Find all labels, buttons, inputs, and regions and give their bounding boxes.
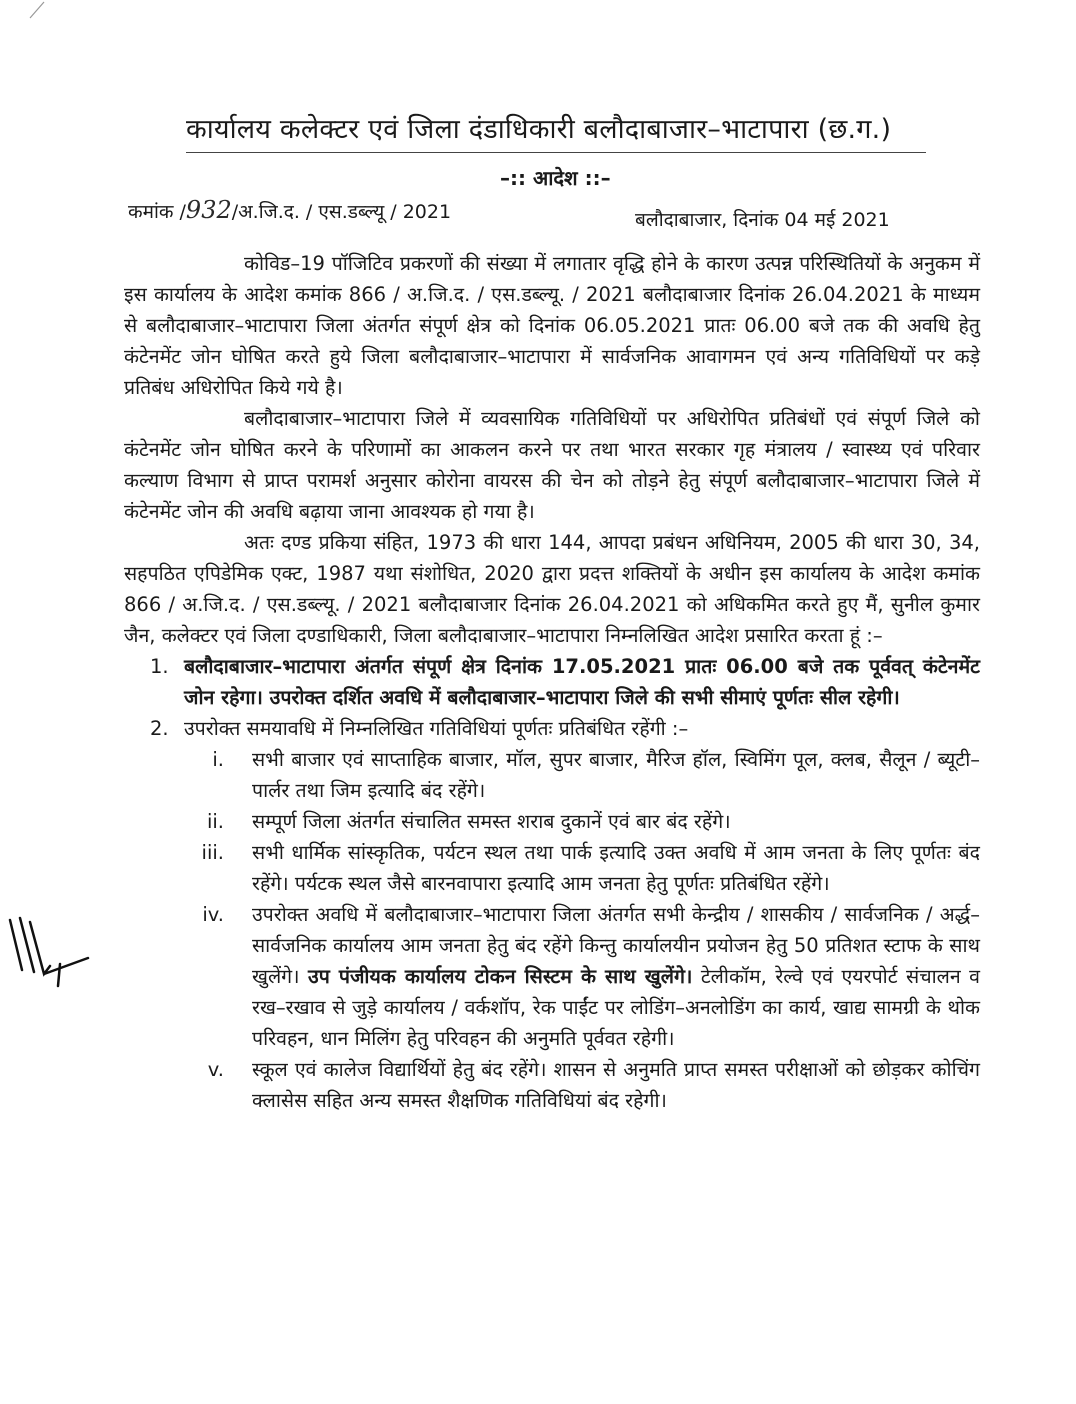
- order-label: –:: आदेश ::–: [500, 166, 611, 190]
- paragraph: अतः दण्ड प्रकिया संहित, 1973 की धारा 144, आपदा प्रबंधन अधिनियम, 2005 की धारा 30, 34, सहपठित एपिडेमिक एक्ट, 1987 यथा संशोधित, 2020 द्वारा प्रदत्त शक्तियों के अधीन इस कार्यालय के आदेश कमांक 866 / अ.जि.द. / एस.डब्ल्यू. / 2021 बलौदाबाजार दिनांक 26.04.2021 को अधिकमित करते हुए मैं, सुनील कुमार जैन, कलेक्टर एवं जिला दण्डाधिकारी, जिला बलौदाबाजार–भाटापारा निम्नलिखित आदेश प्रसारित करता हूं :–: [124, 531, 980, 647]
- restriction-number: iii.: [201, 841, 224, 864]
- office-title: कार्यालय कलेक्टर एवं जिला दंडाधिकारी बलौदाबाजार–भाटापारा (छ.ग.): [186, 110, 926, 153]
- restriction-item: [124, 744, 980, 806]
- restriction-number: ii.: [206, 810, 224, 833]
- ref-suffix: /अ.जि.द. / एस.डब्ल्यू / 2021: [231, 201, 452, 223]
- margin-initials-signature: [0, 900, 100, 1000]
- paragraph: कोविड–19 पॉजिटिव प्रकरणों की संख्या में लगातार वृद्धि होने के कारण उत्पन्न परिस्थितियों के अनुकम में इस कार्यालय के आदेश कमांक 866 / अ.जि.द. / एस.डब्ल्यू. / 2021 बलौदाबाजार दिनांक 26.04.2021 के माध्यम से बलौदाबाजार–भाटापारा जिला अंतर्गत संपूर्ण क्षेत्र को दिनांक 06.05.2021 प्रातः 06.00 बजे तक की अवधि हेतु कंटेनमेंट जोन घोषित करते हुये जिला बलौदाबाजार–भाटापारा में सार्वजनिक आवागमन एवं अन्य गतिविधियों पर कड़े प्रतिबंध अधिरोपित किये गये है।: [124, 252, 980, 399]
- order-item: [124, 713, 980, 744]
- order-list: [124, 651, 980, 744]
- restriction-text-continued: टेलीकॉम, रेल्वे एवं एयरपोर्ट संचालन व रख–रखाव से जुड़े कार्यालय / वर्कशॉप, रेक पाईंट पर लोडिंग–अनलोडिंग का कार्य, खाद्य सामग्री के थोक परिवहन, धान मिलिंग हेतु परिवहन की अनुमति पूर्ववत रहेगी।: [252, 965, 981, 1050]
- restriction-text: उपरोक्त अवधि में बलौदाबाजार–भाटापारा जिला अंतर्गत सभी केन्द्रीय / शासकीय / सार्वजनिक / अर्द्ध–सार्वजनिक कार्यालय आम जनता हेतु बंद रहेंगे किन्तु कार्यालयीन प्रयोजन हेतु 50 प्रतिशत स्टाफ के साथ खुलेंगे।: [252, 903, 980, 988]
- ref-prefix: कमांक /: [128, 201, 186, 223]
- restriction-item: [124, 837, 980, 899]
- reference-number: [128, 196, 451, 224]
- date-line: बलौदाबाजार, दिनांक 04 मई 2021: [635, 209, 890, 231]
- order-item-text: बलौदाबाजार–भाटापारा अंतर्गत संपूर्ण क्षेत्र दिनांक 17.05.2021 प्रातः 06.00 बजे तक पूर्ववत् कंटेनमेंट जोन रहेगा। उपरोक्त दर्शित अवधि में बलौदाबाजार–भाटापारा जिले की सभी सीमाएं पूर्णतः सील रहेगी।: [184, 655, 980, 709]
- restriction-text: स्कूल एवं कालेज विद्यार्थियों हेतु बंद रहेंगे। शासन से अनुमति प्राप्त समस्त परीक्षाओं को छोड़कर कोचिंग क्लासेस सहित अन्य समस्त शैक्षणिक गतिविधियां बंद रहेगी।: [252, 1058, 980, 1112]
- paragraph: बलौदाबाजार–भाटापारा जिले में व्यवसायिक गतिविधियों पर अधिरोपित प्रतिबंधों एवं संपूर्ण जिले को कंटेनमेंट जोन घोषित करने के परिणामों का आकलन करने पर तथा भारत सरकार गृह मंत्रालय / स्वास्थ्य एवं परिवार कल्याण विभाग से प्राप्त परामर्श अनुसार कोरोना वायरस की चेन को तोड़ने हेतु संपूर्ण बलौदाबाजार–भाटापारा जिले में कंटेनमेंट जोन की अवधि बढ़ाया जाना आवश्यक हो गया है।: [124, 407, 980, 523]
- ref-handwritten-number: 932: [185, 196, 232, 224]
- restriction-item: [124, 806, 980, 837]
- order-item-text: उपरोक्त समयावधि में निम्नलिखित गतिविधियां पूर्णतः प्रतिबंधित रहेंगी :–: [184, 717, 689, 740]
- restriction-list: [124, 744, 980, 1116]
- order-body: [124, 248, 980, 1116]
- restriction-item: [124, 899, 980, 1054]
- restriction-number: i.: [212, 748, 224, 771]
- restriction-text: सभी धार्मिक सांस्कृतिक, पर्यटन स्थल तथा पार्क इत्यादि उक्त अवधि में आम जनता के लिए पूर्णतः बंद रहेंगे। पर्यटक स्थल जैसे बारनवापारा इत्यादि आम जनता हेतु पूर्णतः प्रतिबंधित रहेंगे।: [252, 841, 980, 895]
- restriction-text: सम्पूर्ण जिला अंतर्गत संचालित समस्त शराब दुकानें एवं बार बंद रहेंगे।: [252, 810, 731, 833]
- restriction-number: iv.: [202, 903, 224, 926]
- order-item-number: 2.: [150, 717, 169, 740]
- order-item: [124, 651, 980, 713]
- restriction-bold-text: उप पंजीयक कार्यालय टोकन सिस्टम के साथ खुलेंगे।: [308, 965, 693, 988]
- corner-mark-icon: [28, 0, 48, 20]
- order-item-number: 1.: [150, 655, 169, 678]
- restriction-text: सभी बाजार एवं साप्ताहिक बाजार, मॉल, सुपर बाजार, मैरिज हॉल, स्विमिंग पूल, क्लब, सैलून / ब्यूटी–पार्लर तथा जिम इत्यादि बंद रहेंगे।: [252, 748, 980, 802]
- restriction-item: [124, 1054, 980, 1116]
- restriction-number: v.: [207, 1058, 224, 1081]
